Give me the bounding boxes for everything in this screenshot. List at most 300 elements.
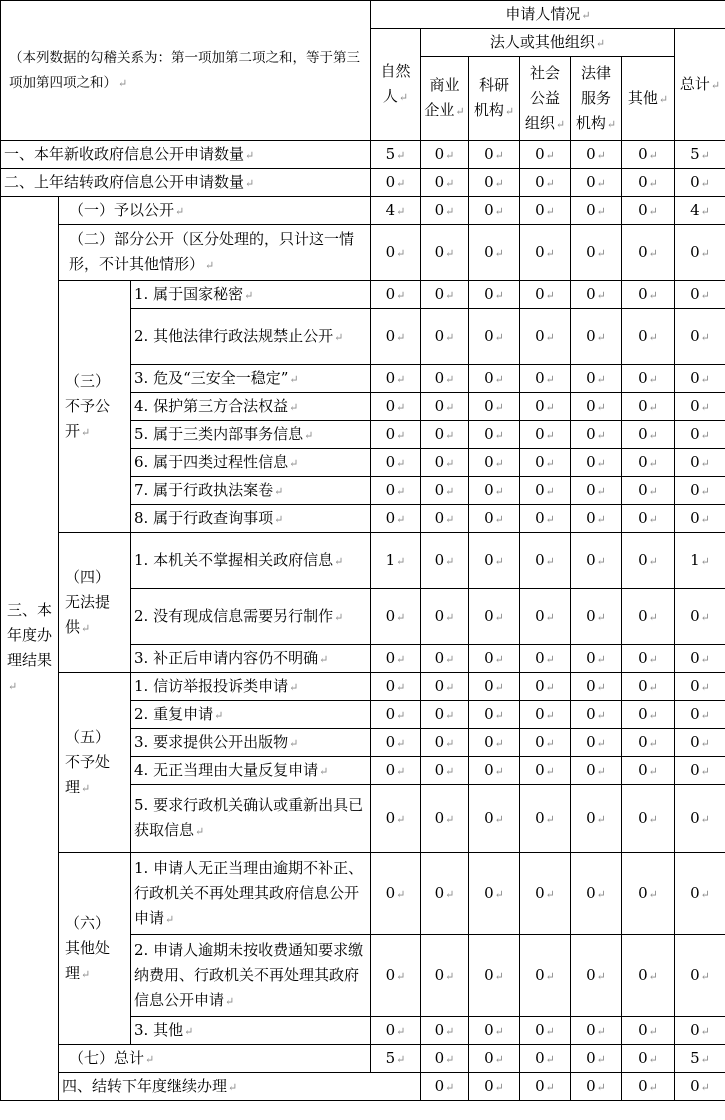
cell-value: 0↵: [535, 760, 555, 779]
cell-legal-service: [571, 281, 622, 309]
paragraph-mark-icon: ↵: [494, 610, 504, 624]
cell-research: [469, 589, 520, 645]
table-row: [1, 197, 725, 225]
cell-value: 0↵: [535, 368, 555, 387]
paragraph-mark-icon: ↵: [205, 259, 215, 272]
cell-total: [675, 393, 725, 421]
paragraph-mark-icon: ↵: [545, 330, 555, 344]
cell-public-welfare: [520, 393, 571, 421]
paragraph-mark-icon: ↵: [396, 708, 406, 722]
paragraph-mark-icon: ↵: [700, 148, 710, 162]
cell-public-welfare: [520, 1045, 571, 1073]
cell-public-welfare: [520, 505, 571, 533]
paragraph-mark-icon: ↵: [596, 456, 606, 470]
paragraph-mark-icon: ↵: [494, 969, 504, 983]
cell-value: 0↵: [535, 242, 555, 261]
paragraph-mark-icon: ↵: [700, 969, 710, 983]
cell-value: 0↵: [434, 760, 455, 779]
cell-legal-service: [571, 225, 622, 281]
paragraph-mark-icon: ↵: [648, 204, 658, 218]
cell-other: [622, 393, 675, 421]
paragraph-mark-icon: ↵: [494, 512, 504, 526]
paragraph-mark-icon: ↵: [445, 456, 455, 470]
paragraph-mark-icon: ↵: [700, 1024, 710, 1038]
cell-value: 0↵: [586, 1048, 606, 1067]
cell-value: 0↵: [638, 368, 658, 387]
item-not-processed: 2. 重复申请↵: [131, 701, 371, 729]
paragraph-mark-icon: ↵: [700, 652, 710, 666]
cell-total: [675, 757, 725, 785]
cell-research: [469, 197, 520, 225]
cell-value: 1↵: [690, 550, 710, 569]
cell-other: [675, 1073, 725, 1101]
paragraph-mark-icon: ↵: [700, 400, 710, 414]
item-not-processed: 4. 无正当理由大量反复申请↵: [131, 757, 371, 785]
cell-value: 0↵: [638, 676, 658, 695]
cell-legal-service: [571, 785, 622, 853]
row-label-carried-over: 二、上年结转政府信息公开申请数量↵: [1, 169, 371, 197]
cell-legal-service: [571, 645, 622, 673]
cell-commercial: [421, 729, 469, 757]
cell-value: 0↵: [385, 760, 406, 779]
cell-research: [469, 1017, 520, 1045]
cell-natural-person: [371, 729, 421, 757]
cell-value: 0↵: [385, 396, 406, 415]
cell-value: 0↵: [638, 144, 658, 163]
cell-value: 0↵: [434, 1076, 455, 1095]
cell-value: 0↵: [535, 284, 555, 303]
cell-value: 0↵: [484, 242, 504, 261]
cell-value: 0↵: [535, 808, 555, 827]
cell-legal-service: [571, 365, 622, 393]
paragraph-mark-icon: ↵: [396, 764, 406, 778]
paragraph-mark-icon: ↵: [545, 246, 555, 260]
paragraph-mark-icon: ↵: [648, 330, 658, 344]
cell-natural-person: [371, 141, 421, 169]
cell-other: [622, 533, 675, 589]
paragraph-mark-icon: ↵: [445, 400, 455, 414]
paragraph-mark-icon: ↵: [596, 1024, 606, 1038]
paragraph-mark-icon: ↵: [396, 400, 406, 414]
paragraph-mark-icon: ↵: [396, 148, 406, 162]
cell-total: [675, 169, 725, 197]
cell-total: [675, 1045, 725, 1073]
paragraph-mark-icon: ↵: [445, 512, 455, 526]
paragraph-mark-icon: ↵: [304, 428, 314, 442]
cell-public-welfare: [520, 477, 571, 505]
cell-value: 0↵: [638, 732, 658, 751]
paragraph-mark-icon: ↵: [648, 969, 658, 983]
paragraph-mark-icon: ↵: [596, 736, 606, 750]
cell-value: 0↵: [535, 508, 555, 527]
paragraph-mark-icon: ↵: [596, 680, 606, 694]
cell-value: 0↵: [385, 424, 406, 443]
cell-legal-service: [571, 729, 622, 757]
paragraph-mark-icon: ↵: [648, 1052, 658, 1066]
paragraph-mark-icon: ↵: [700, 736, 710, 750]
paragraph-mark-icon: ↵: [445, 680, 455, 694]
cell-value: 0↵: [434, 1048, 455, 1067]
paragraph-mark-icon: ↵: [396, 736, 406, 750]
cell-natural-person: [371, 645, 421, 673]
legal-person-header: 法人或其他组织↵: [421, 29, 675, 57]
item-not-processed: 5. 要求行政机关确认或重新出具已获取信息↵: [131, 785, 371, 853]
paragraph-mark-icon: ↵: [494, 176, 504, 190]
cell-value: 0↵: [385, 606, 406, 625]
cell-value: 0↵: [690, 480, 710, 499]
cell-other: [622, 935, 675, 1017]
cell-natural-person: [371, 785, 421, 853]
cell-value: 0↵: [434, 704, 455, 723]
item-not-processed: 1. 信访举报投诉类申请↵: [131, 673, 371, 701]
cell-public-welfare: [520, 935, 571, 1017]
cell-value: 0↵: [484, 480, 504, 499]
cell-commercial: [421, 645, 469, 673]
cell-value: 0↵: [434, 172, 455, 191]
paragraph-mark-icon: ↵: [494, 428, 504, 442]
cell-natural-person: [371, 477, 421, 505]
paragraph-mark-icon: ↵: [494, 764, 504, 778]
cell-value: 0↵: [434, 326, 455, 345]
paragraph-mark-icon: ↵: [710, 78, 721, 92]
cell-value: 0↵: [385, 676, 406, 695]
paragraph-mark-icon: ↵: [184, 1024, 194, 1038]
paragraph-mark-icon: ↵: [596, 372, 606, 386]
cell-total: [675, 1017, 725, 1045]
paragraph-mark-icon: ↵: [494, 887, 504, 901]
cell-research: [469, 281, 520, 309]
paragraph-mark-icon: ↵: [396, 176, 406, 190]
cell-value: 0↵: [434, 606, 455, 625]
cell-total: [675, 281, 725, 309]
cell-natural-person: [371, 281, 421, 309]
cell-natural-person: [371, 935, 421, 1017]
cell-public-welfare: [520, 729, 571, 757]
paragraph-mark-icon: ↵: [396, 246, 406, 260]
cell-value: 0↵: [690, 704, 710, 723]
org-type-public-welfare: 社会公益组织↵: [520, 57, 571, 141]
applicant-situation-header: 申请人情况↵: [371, 1, 725, 29]
cell-value: 0↵: [638, 242, 658, 261]
paragraph-mark-icon: ↵: [648, 512, 658, 526]
paragraph-mark-icon: ↵: [648, 372, 658, 386]
paragraph-mark-icon: ↵: [396, 680, 406, 694]
paragraph-mark-icon: ↵: [81, 425, 91, 439]
paragraph-mark-icon: ↵: [396, 512, 406, 526]
cell-value: 4↵: [690, 200, 710, 219]
cell-value: 0↵: [484, 396, 504, 415]
cell-total: [675, 477, 725, 505]
paragraph-mark-icon: ↵: [596, 246, 606, 260]
cell-value: 0↵: [638, 550, 658, 569]
cell-legal-service: [571, 449, 622, 477]
cell-natural-person: [371, 197, 421, 225]
cell-legal-service: [571, 533, 622, 589]
paragraph-mark-icon: ↵: [648, 554, 658, 568]
cell-value: 0↵: [434, 808, 455, 827]
paragraph-mark-icon: ↵: [445, 812, 455, 826]
cell-total: [675, 449, 725, 477]
cell-natural-person: [371, 505, 421, 533]
cell-other: [622, 141, 675, 169]
cell-value: 0↵: [385, 648, 406, 667]
cell-value: 0↵: [434, 732, 455, 751]
cell-natural-person: [371, 309, 421, 365]
cell-research: [469, 1045, 520, 1073]
cell-value: 0↵: [385, 452, 406, 471]
table-row: [1, 673, 725, 701]
table-row: [1, 225, 725, 281]
paragraph-mark-icon: ↵: [596, 764, 606, 778]
cell-legal-service: [571, 589, 622, 645]
cell-value: 0↵: [385, 480, 406, 499]
paragraph-mark-icon: ↵: [700, 764, 710, 778]
cell-other: [622, 701, 675, 729]
cell-value: 0↵: [586, 480, 606, 499]
paragraph-mark-icon: ↵: [700, 708, 710, 722]
cell-value: 0↵: [586, 965, 606, 984]
cell-legal-service: [571, 1017, 622, 1045]
paragraph-mark-icon: ↵: [700, 204, 710, 218]
cell-commercial: [421, 1045, 469, 1073]
group-label-grand-total: （七）总计↵: [59, 1045, 371, 1073]
cell-value: 0↵: [638, 1020, 658, 1039]
paragraph-mark-icon: ↵: [494, 330, 504, 344]
cell-value: 0↵: [586, 508, 606, 527]
cell-total: [675, 673, 725, 701]
cell-value: 0↵: [385, 704, 406, 723]
paragraph-mark-icon: ↵: [545, 764, 555, 778]
cell-other: [622, 169, 675, 197]
cell-value: 0↵: [385, 732, 406, 751]
cell-public-welfare: [571, 1073, 622, 1101]
cell-public-welfare: [520, 757, 571, 785]
cell-value: 0↵: [638, 508, 658, 527]
cell-value: 0↵: [638, 704, 658, 723]
cell-value: 0↵: [484, 284, 504, 303]
cell-research: [469, 853, 520, 935]
cell-value: 0↵: [535, 1020, 555, 1039]
cell-value: 0↵: [434, 965, 455, 984]
cell-natural-person: [421, 1073, 469, 1101]
paragraph-mark-icon: ↵: [445, 372, 455, 386]
cell-value: 0↵: [690, 606, 710, 625]
cell-value: 0↵: [586, 704, 606, 723]
cell-other: [622, 449, 675, 477]
cell-value: 0↵: [434, 648, 455, 667]
natural-person-header: 自然人↵: [371, 29, 421, 141]
cell-legal-service: [571, 141, 622, 169]
paragraph-mark-icon: ↵: [545, 400, 555, 414]
item-not-processed: 3. 要求提供公开出版物↵: [131, 729, 371, 757]
cell-value: 0↵: [690, 326, 710, 345]
cell-value: 0↵: [586, 242, 606, 261]
table-row: [1, 853, 725, 935]
cell-commercial: [421, 935, 469, 1017]
cell-total: [675, 645, 725, 673]
paragraph-mark-icon: ↵: [445, 246, 455, 260]
cell-other: [622, 505, 675, 533]
cell-value: 0↵: [638, 326, 658, 345]
cell-value: 0↵: [434, 1020, 455, 1039]
paragraph-mark-icon: ↵: [396, 652, 406, 666]
cell-commercial: [421, 281, 469, 309]
paragraph-mark-icon: ↵: [504, 105, 515, 118]
cell-public-welfare: [520, 309, 571, 365]
cell-total: [675, 701, 725, 729]
paragraph-mark-icon: ↵: [396, 456, 406, 470]
cell-research: [469, 365, 520, 393]
cell-public-welfare: [520, 1017, 571, 1045]
paragraph-mark-icon: ↵: [396, 1024, 406, 1038]
paragraph-mark-icon: ↵: [596, 554, 606, 568]
table-row: [1, 281, 725, 309]
cell-value: 0↵: [586, 760, 606, 779]
item-not-disclosed: 4. 保护第三方合法权益↵: [131, 393, 371, 421]
paragraph-mark-icon: ↵: [445, 764, 455, 778]
paragraph-mark-icon: ↵: [445, 736, 455, 750]
cell-value: 0↵: [690, 676, 710, 695]
cell-value: 0↵: [690, 172, 710, 191]
paragraph-mark-icon: ↵: [596, 610, 606, 624]
paragraph-mark-icon: ↵: [700, 288, 710, 302]
paragraph-mark-icon: ↵: [245, 148, 255, 162]
paragraph-mark-icon: ↵: [274, 484, 284, 498]
paragraph-mark-icon: ↵: [648, 887, 658, 901]
paragraph-mark-icon: ↵: [581, 8, 591, 22]
paragraph-mark-icon: ↵: [398, 91, 409, 104]
paragraph-mark-icon: ↵: [545, 652, 555, 666]
cell-total: [675, 729, 725, 757]
paragraph-mark-icon: ↵: [545, 148, 555, 162]
cell-value: 0↵: [484, 508, 504, 527]
cell-public-welfare: [520, 853, 571, 935]
item-unable-provide: 2. 没有现成信息需要另行制作↵: [131, 589, 371, 645]
cell-value: 0↵: [535, 172, 555, 191]
paragraph-mark-icon: ↵: [445, 708, 455, 722]
cell-commercial: [421, 477, 469, 505]
cell-total: [675, 421, 725, 449]
cell-natural-person: [371, 1045, 421, 1073]
paragraph-mark-icon: ↵: [648, 764, 658, 778]
cell-value: 0↵: [586, 396, 606, 415]
cell-total: [675, 225, 725, 281]
cell-value: 0↵: [690, 396, 710, 415]
cell-commercial: [469, 1073, 520, 1101]
paragraph-mark-icon: ↵: [445, 554, 455, 568]
paragraph-mark-icon: ↵: [396, 554, 406, 568]
paragraph-mark-icon: ↵: [289, 456, 299, 470]
item-not-disclosed: 7. 属于行政执法案卷↵: [131, 477, 371, 505]
paragraph-mark-icon: ↵: [455, 105, 465, 118]
cell-value: 0↵: [385, 808, 406, 827]
paragraph-mark-icon: ↵: [545, 512, 555, 526]
cell-value: 0↵: [638, 424, 658, 443]
cell-value: 0↵: [535, 732, 555, 751]
cell-public-welfare: [520, 449, 571, 477]
cell-commercial: [421, 505, 469, 533]
cell-value: 0↵: [586, 424, 606, 443]
cell-value: 1↵: [385, 550, 406, 569]
cell-legal-service: [571, 673, 622, 701]
paragraph-mark-icon: ↵: [445, 288, 455, 302]
cell-commercial: [421, 673, 469, 701]
consistency-note: （本列数据的勾稽关系为：第一项加第二项之和，等于第三项加第四项之和）↵: [1, 1, 371, 141]
paragraph-mark-icon: ↵: [545, 554, 555, 568]
paragraph-mark-icon: ↵: [214, 708, 224, 722]
paragraph-mark-icon: ↵: [175, 204, 185, 218]
cell-legal-service: [571, 701, 622, 729]
paragraph-mark-icon: ↵: [396, 1052, 406, 1066]
cell-value: 0↵: [385, 242, 406, 261]
paragraph-mark-icon: ↵: [545, 204, 555, 218]
cell-research: [469, 225, 520, 281]
paragraph-mark-icon: ↵: [700, 887, 710, 901]
cell-value: 0↵: [434, 242, 455, 261]
cell-value: 0↵: [638, 648, 658, 667]
cell-other: [622, 1017, 675, 1045]
paragraph-mark-icon: ↵: [700, 330, 710, 344]
paragraph-mark-icon: ↵: [494, 246, 504, 260]
cell-legal-service: [571, 1045, 622, 1073]
paragraph-mark-icon: ↵: [494, 148, 504, 162]
cell-research: [469, 141, 520, 169]
cell-value: 0↵: [385, 326, 406, 345]
cell-total: [675, 365, 725, 393]
cell-natural-person: [371, 853, 421, 935]
paragraph-mark-icon: ↵: [596, 812, 606, 826]
cell-other: [622, 309, 675, 365]
cell-value: 0↵: [690, 883, 710, 902]
paragraph-mark-icon: ↵: [545, 1052, 555, 1066]
cell-value: 0↵: [586, 144, 606, 163]
cell-value: 0↵: [586, 648, 606, 667]
cell-public-welfare: [520, 645, 571, 673]
cell-value: 0↵: [484, 606, 504, 625]
paragraph-mark-icon: ↵: [596, 652, 606, 666]
cell-value: 0↵: [638, 172, 658, 191]
cell-natural-person: [371, 589, 421, 645]
paragraph-mark-icon: ↵: [596, 969, 606, 983]
paragraph-mark-icon: ↵: [396, 812, 406, 826]
cell-value: 0↵: [638, 200, 658, 219]
cell-value: 0↵: [484, 550, 504, 569]
paragraph-mark-icon: ↵: [445, 887, 455, 901]
cell-value: 0↵: [484, 144, 504, 163]
table-row: [1, 1073, 725, 1101]
cell-value: 0↵: [434, 396, 455, 415]
cell-research: [469, 645, 520, 673]
paragraph-mark-icon: ↵: [596, 887, 606, 901]
paragraph-mark-icon: ↵: [545, 708, 555, 722]
paragraph-mark-icon: ↵: [225, 994, 235, 1008]
cell-commercial: [421, 589, 469, 645]
paragraph-mark-icon: ↵: [700, 1052, 710, 1066]
paragraph-mark-icon: ↵: [700, 1080, 710, 1094]
paragraph-mark-icon: ↵: [245, 176, 255, 190]
cell-value: 0↵: [586, 550, 606, 569]
cell-value: 0↵: [484, 326, 504, 345]
cell-public-welfare: [520, 589, 571, 645]
paragraph-mark-icon: ↵: [445, 1080, 455, 1094]
paragraph-mark-icon: ↵: [494, 652, 504, 666]
cell-value: 5↵: [690, 1048, 710, 1067]
cell-value: 0↵: [638, 965, 658, 984]
cell-public-welfare: [520, 673, 571, 701]
item-unable-provide: 3. 补正后申请内容仍不明确↵: [131, 645, 371, 673]
paragraph-mark-icon: ↵: [648, 708, 658, 722]
cell-value: 0↵: [385, 172, 406, 191]
